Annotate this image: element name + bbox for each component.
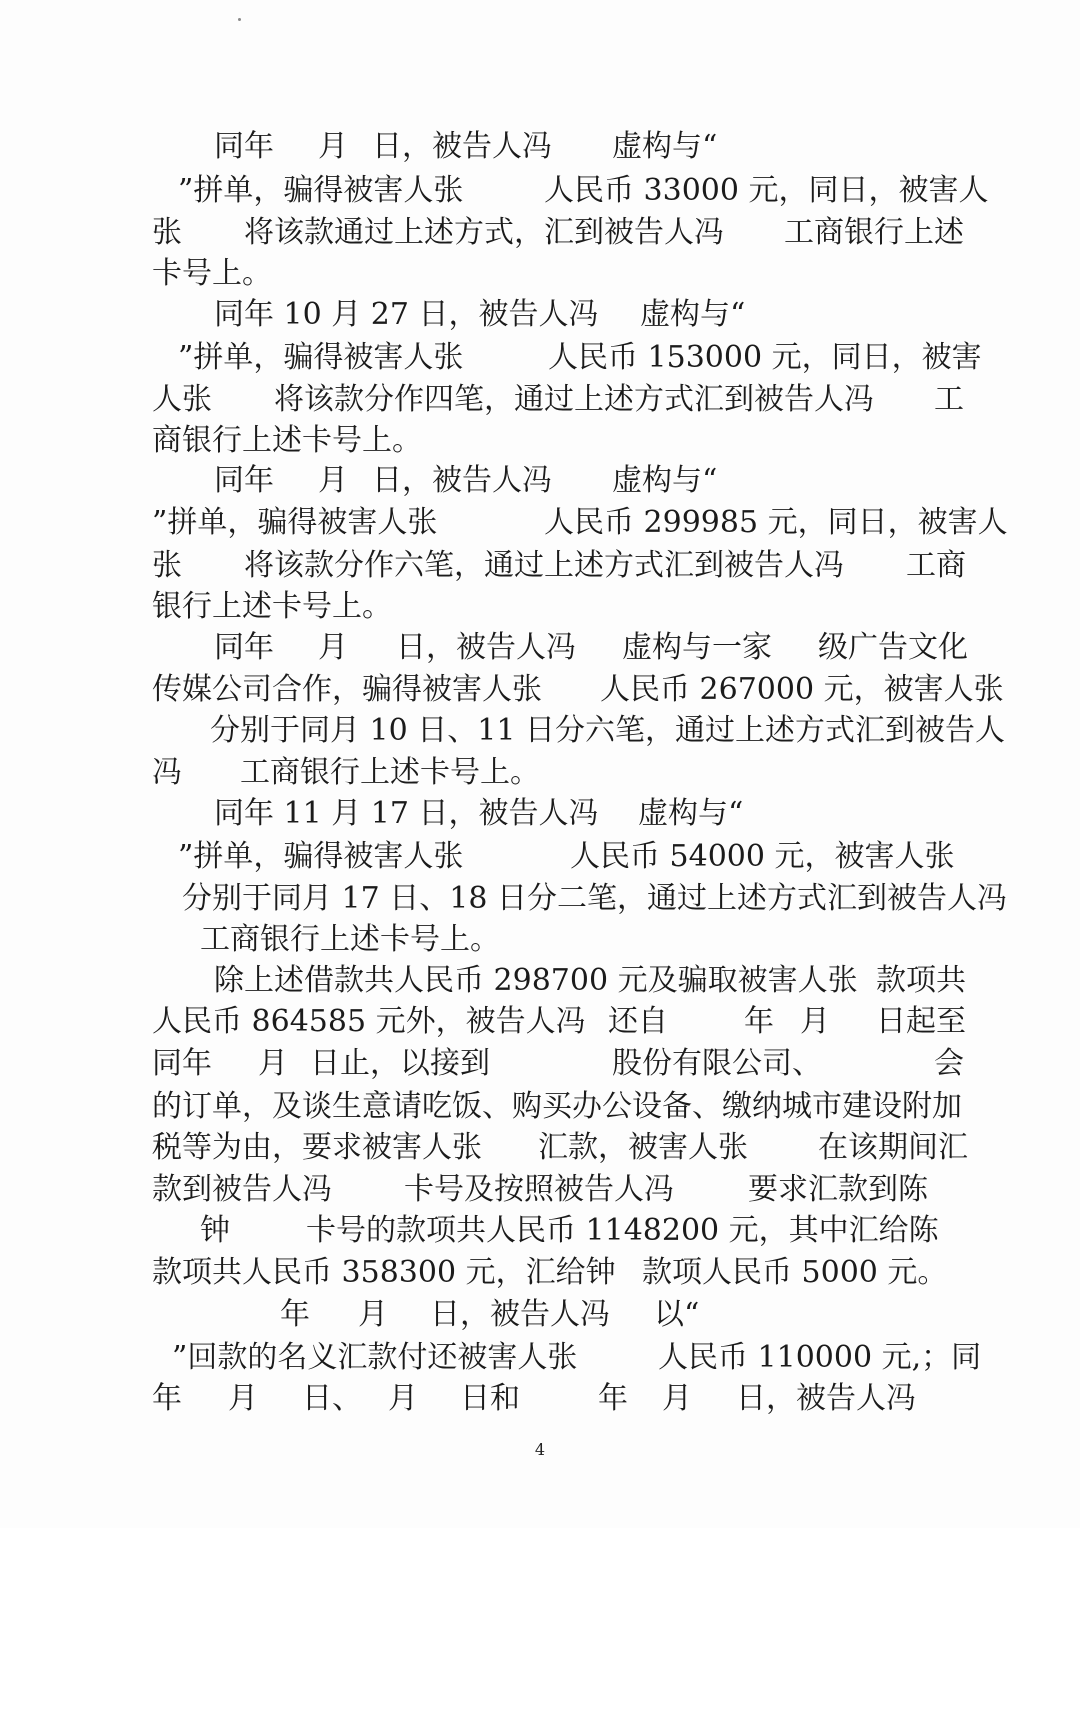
text-line <box>0 627 1080 669</box>
text-segment: ”拼单，骗得被害人张 <box>178 173 464 208</box>
text-segment: 的订单，及谈生意请吃饭、购买办公设备、缴纳城市建设附加 <box>152 1089 962 1124</box>
text-segment: 年 <box>280 1297 310 1332</box>
text-segment: 月 <box>388 1381 418 1416</box>
text-segment: 钟 <box>200 1213 230 1248</box>
text-line <box>0 1294 1080 1336</box>
text-segment: 年 <box>744 1004 774 1039</box>
text-line <box>0 586 1080 628</box>
text-line <box>0 1337 1080 1379</box>
text-segment: 同年 <box>214 129 274 164</box>
text-segment: ”拼单，骗得被害人张 <box>178 839 464 874</box>
text-line <box>0 1252 1080 1294</box>
text-segment: 工商银行上述卡号上。 <box>240 755 540 790</box>
text-line <box>0 836 1080 878</box>
text-segment: 日，被告人冯 <box>736 1381 916 1416</box>
text-line <box>0 710 1080 752</box>
page-number: 4 <box>534 1440 546 1459</box>
text-segment: 虚构与“ <box>612 463 718 498</box>
text-segment: 年 <box>598 1381 628 1416</box>
text-segment: 将该款通过上述方式，汇到被告人冯 <box>244 215 724 250</box>
text-segment: 将该款分作六笔，通过上述方式汇到被告人冯 <box>244 548 844 583</box>
text-segment: 日止，以接到 <box>310 1046 490 1081</box>
text-segment: 会 <box>934 1046 964 1081</box>
text-segment: 工 <box>934 382 964 417</box>
text-line <box>0 919 1080 961</box>
text-segment: 同年 <box>214 463 274 498</box>
text-segment: 同年 10 月 27 日，被告人冯 <box>214 297 599 332</box>
text-line <box>0 126 1080 168</box>
text-segment: 在该期间汇 <box>818 1130 968 1165</box>
text-line <box>0 253 1080 295</box>
text-segment: 股份有限公司、 <box>612 1046 822 1081</box>
text-segment: 日，被告人冯 <box>372 129 552 164</box>
text-segment: 级广告文化 <box>818 630 968 665</box>
text-segment: 人张 <box>152 382 212 417</box>
text-line <box>0 793 1080 835</box>
text-segment: 月 <box>318 630 348 665</box>
text-segment: 日，被告人冯 <box>396 630 576 665</box>
text-segment: 月 <box>800 1004 830 1039</box>
text-segment: 月 <box>662 1381 692 1416</box>
text-segment: 月 <box>228 1381 258 1416</box>
text-segment: 税等为由，要求被害人张 <box>152 1130 482 1165</box>
text-line <box>0 1001 1080 1043</box>
text-segment: 日、 <box>302 1381 362 1416</box>
text-segment: 日，被告人冯 <box>372 463 552 498</box>
text-line <box>0 752 1080 794</box>
text-line <box>0 1169 1080 1211</box>
text-segment: 人民币 299985 元，同日，被害人 <box>544 505 1008 540</box>
text-segment: 分别于同月 10 日、11 日分六笔，通过上述方式汇到被告人 <box>210 713 1005 748</box>
text-segment: 款项人民币 5000 元。 <box>642 1255 948 1290</box>
text-segment: ”回款的名义汇款付还被害人张 <box>172 1340 578 1375</box>
text-segment: 银行上述卡号上。 <box>152 589 392 624</box>
text-line <box>0 1086 1080 1128</box>
text-line <box>0 545 1080 587</box>
text-segment: 冯 <box>152 755 182 790</box>
text-segment: 除上述借款共人民币 298700 元及骗取被害人张 <box>214 963 858 998</box>
text-line <box>0 170 1080 212</box>
text-segment: 汇款，被害人张 <box>538 1130 748 1165</box>
text-line <box>0 460 1080 502</box>
text-line <box>0 379 1080 421</box>
text-segment: 月 <box>358 1297 388 1332</box>
text-segment: 分别于同月 17 日、18 日分二笔，通过上述方式汇到被告人冯 <box>182 881 1007 916</box>
text-segment: 传媒公司合作，骗得被害人张 <box>152 672 542 707</box>
text-segment: 月 <box>318 129 348 164</box>
text-segment: 人民币 33000 元，同日，被害人 <box>544 173 989 208</box>
text-segment: 人民币 54000 元，被害人张 <box>570 839 955 874</box>
text-segment: 将该款分作四笔，通过上述方式汇到被告人冯 <box>274 382 874 417</box>
text-segment: 月 <box>318 463 348 498</box>
text-segment: 人民币 267000 元，被害人张 <box>600 672 1004 707</box>
text-line <box>0 1127 1080 1169</box>
text-line <box>0 212 1080 254</box>
text-line <box>0 337 1080 379</box>
text-segment: 虚构与“ <box>638 796 744 831</box>
text-segment: 虚构与“ <box>612 129 718 164</box>
text-line <box>0 1210 1080 1252</box>
text-segment: 工商银行上述卡号上。 <box>200 922 500 957</box>
text-segment: 张 <box>152 215 182 250</box>
text-line <box>0 1378 1080 1420</box>
text-segment: 工商银行上述 <box>784 215 964 250</box>
text-segment: 商银行上述卡号上。 <box>152 423 422 458</box>
text-line <box>0 878 1080 920</box>
text-line <box>0 502 1080 544</box>
text-segment: 款项共 <box>876 963 966 998</box>
text-segment: 同年 11 月 17 日，被告人冯 <box>214 796 599 831</box>
text-line <box>0 669 1080 711</box>
text-segment: ”拼单，骗得被害人张 <box>152 505 438 540</box>
text-segment: 日起至 <box>876 1004 966 1039</box>
text-segment: 月 <box>258 1046 288 1081</box>
text-segment: 同年 <box>152 1046 212 1081</box>
text-segment: 人民币 864585 元外，被告人冯 <box>152 1004 586 1039</box>
text-segment: 卡号上。 <box>152 256 272 291</box>
text-segment: 虚构与一家 <box>622 630 772 665</box>
text-line <box>0 420 1080 462</box>
text-segment: 人民币 153000 元，同日，被害 <box>548 340 982 375</box>
text-segment: 张 <box>152 548 182 583</box>
text-segment: 款项共人民币 358300 元，汇给钟 <box>152 1255 616 1290</box>
text-segment: 日，被告人冯 <box>430 1297 610 1332</box>
text-segment: 还自 <box>608 1004 668 1039</box>
text-segment: 卡号及按照被告人冯 <box>404 1172 674 1207</box>
text-segment: ”拼单，骗得被害人张 <box>178 340 464 375</box>
text-segment: 款到被告人冯 <box>152 1172 332 1207</box>
text-segment: 以“ <box>654 1297 700 1332</box>
text-line <box>0 294 1080 336</box>
text-segment: 要求汇款到陈 <box>748 1172 928 1207</box>
text-segment: 年 <box>152 1381 182 1416</box>
text-segment: 日和 <box>460 1381 520 1416</box>
text-segment: 人民币 110000 元,；同 <box>658 1340 982 1375</box>
text-segment: 同年 <box>214 630 274 665</box>
text-segment: 工商 <box>906 548 966 583</box>
text-segment: 卡号的款项共人民币 1148200 元，其中汇给陈 <box>306 1213 939 1248</box>
scan-speck <box>238 18 241 21</box>
text-line <box>0 1043 1080 1085</box>
text-segment: 虚构与“ <box>640 297 746 332</box>
text-line <box>0 960 1080 1002</box>
